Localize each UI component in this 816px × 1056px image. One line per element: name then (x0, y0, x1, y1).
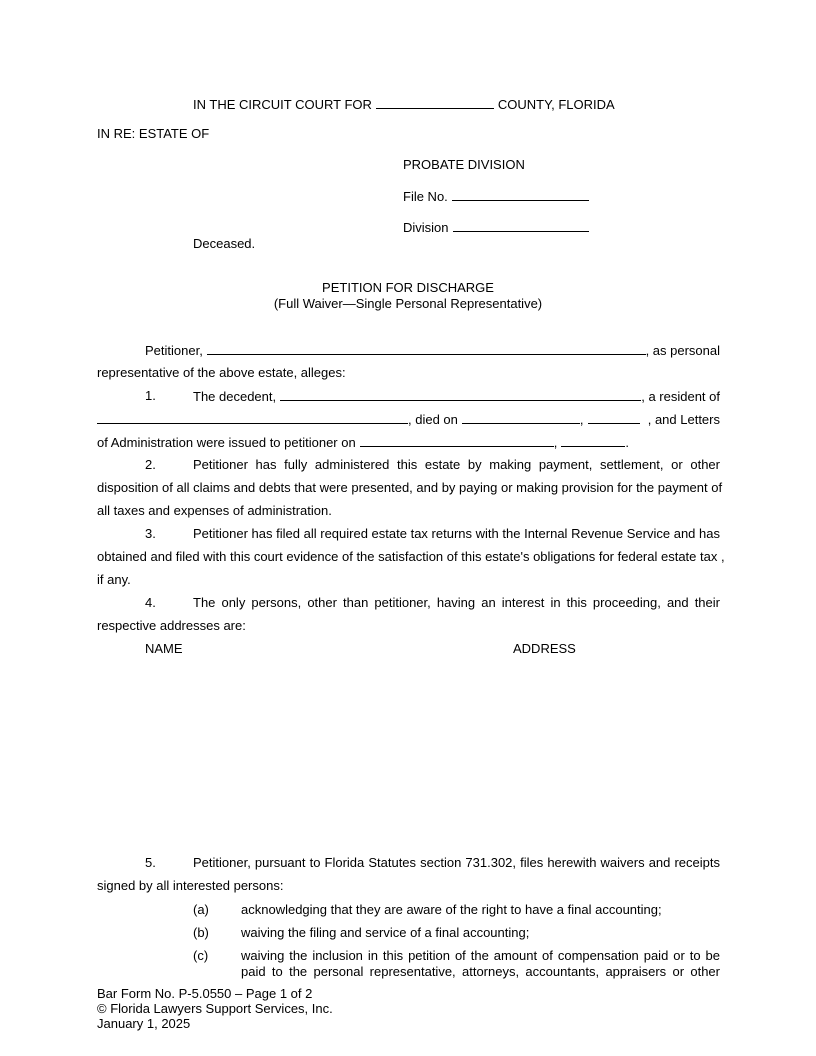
decedent-blank[interactable] (280, 388, 641, 401)
para-number: 2. (145, 457, 156, 472)
deceased-label: Deceased. (193, 236, 256, 251)
petitioner-blank[interactable] (207, 342, 646, 355)
decedent-line (193, 388, 720, 403)
para-line: obtained and filed with this court evidence of the satisfaction of this estate's obligations for federal estate tax , (97, 549, 725, 564)
para-line: signed by all interested persons: (97, 878, 284, 893)
residence-line (97, 411, 720, 426)
died-on-label: , died on (408, 412, 458, 427)
county-blank[interactable] (376, 96, 494, 109)
para-number: 1. (145, 388, 156, 403)
document-subtitle: (Full Waiver—Single Personal Representative) (273, 296, 543, 311)
footer-date: January 1, 2025 (97, 1016, 191, 1031)
footer-copyright: © Florida Lawyers Support Services, Inc. (97, 1001, 333, 1016)
footer-form-number: Bar Form No. P-5.0550 – Page 1 of 2 (97, 986, 313, 1001)
division-label: Division (403, 220, 449, 235)
item-label: (a) (193, 902, 209, 917)
letters-date-blank[interactable] (360, 434, 554, 447)
para-line: Petitioner, pursuant to Florida Statutes section 731.302, files herewith waivers and receipts (193, 855, 720, 870)
item-label: (c) (193, 948, 209, 963)
item-text: waiving the filing and service of a final accounting; (241, 925, 530, 940)
intro-line: representative of the above estate, alleges: (97, 365, 346, 380)
letters-year-blank[interactable] (561, 434, 625, 447)
file-no-blank[interactable] (452, 188, 589, 201)
court-suffix: COUNTY, FLORIDA (497, 97, 615, 112)
petitioner-line (145, 342, 720, 357)
court-caption (193, 96, 615, 111)
para-line: respective addresses are: (97, 618, 246, 633)
item-text: acknowledging that they are aware of the right to have a final accounting; (241, 902, 662, 917)
file-no-label: File No. (403, 189, 448, 204)
file-no-field (403, 188, 589, 203)
probate-division: PROBATE DIVISION (403, 157, 525, 172)
para-number: 3. (145, 526, 156, 541)
para-line: The only persons, other than petitioner, having an interest in this proceeding, and their (193, 595, 720, 610)
document-title: PETITION FOR DISCHARGE (322, 280, 494, 295)
para-line: if any. (97, 572, 131, 587)
para-line: disposition of all claims and debts that were presented, and by paying or making provision for the payment of (97, 480, 723, 495)
death-date-blank[interactable] (462, 411, 580, 424)
death-year-blank[interactable] (588, 411, 640, 424)
in-re-label: IN RE: ESTATE OF (97, 126, 210, 141)
residence-blank[interactable] (97, 411, 408, 424)
admin-line (97, 434, 629, 449)
letters-label: , and Letters (647, 412, 720, 427)
para-line: Petitioner has fully administered this estate by making payment, settlement, or other (193, 457, 720, 472)
division-blank[interactable] (453, 219, 589, 232)
para-number: 5. (145, 855, 156, 870)
para-line: all taxes and expenses of administration. (97, 503, 332, 518)
item-label: (b) (193, 925, 209, 940)
period: . (625, 435, 629, 450)
comma: , (579, 412, 584, 427)
resident-label: , a resident of (641, 389, 720, 404)
item-text: waiving the inclusion in this petition of the amount of compensation paid or to be (241, 948, 720, 963)
item-text: paid to the personal representative, attorneys, accountants, appraisers or other (241, 964, 720, 979)
name-column-header: NAME (145, 641, 183, 656)
para-number: 4. (145, 595, 156, 610)
comma: , (553, 435, 558, 450)
petitioner-tail: , as personal (645, 343, 720, 358)
court-prefix: IN THE CIRCUIT COURT FOR (193, 97, 372, 112)
para-line: Petitioner has filed all required estate tax returns with the Internal Revenue Service and has (193, 526, 720, 541)
petitioner-label: Petitioner, (145, 343, 203, 358)
division-field (403, 219, 589, 234)
admin-label: of Administration were issued to petitioner on (97, 435, 356, 450)
decedent-label: The decedent, (193, 389, 277, 404)
address-column-header: ADDRESS (513, 641, 576, 656)
